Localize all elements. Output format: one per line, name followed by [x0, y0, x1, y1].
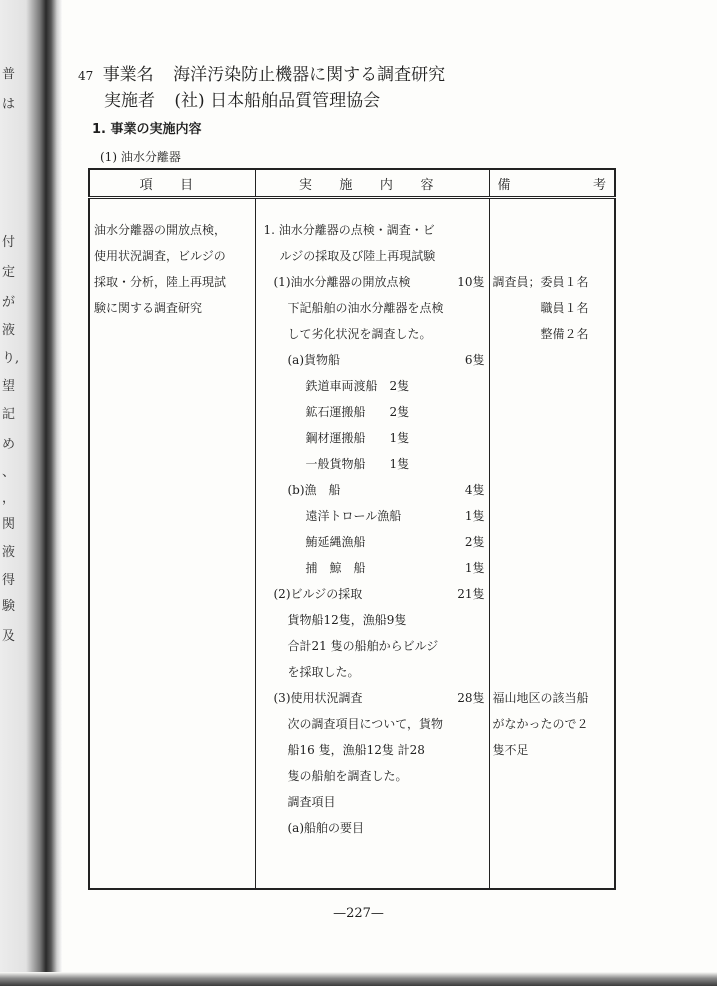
remarks-line: 調査員；委員１名 — [492, 275, 589, 289]
vessel-count: 4隻 — [464, 483, 485, 497]
header-item: 項 目 — [89, 169, 255, 198]
content-line-text: 鮪延縄漁船 — [305, 535, 366, 549]
margin-fragment: 、 — [2, 465, 16, 480]
remarks-line — [493, 399, 615, 425]
content-line-text: して劣化状況を調査した。 — [287, 327, 432, 341]
remarks-line — [493, 529, 615, 555]
remarks-line — [493, 659, 615, 685]
executor-name: (社) 日本船舶品質管理協会 — [174, 91, 381, 111]
implementation-table — [88, 168, 616, 890]
content-line-text: を採取した。 — [287, 665, 360, 679]
content-line — [256, 217, 489, 243]
content-line — [256, 815, 489, 841]
content-line-text: (3)使用状況調査 — [273, 691, 363, 705]
page-bottom-shadow — [0, 972, 717, 986]
content-line-text: 遠洋トロール漁船 — [305, 509, 402, 523]
margin-fragment: 液 — [2, 545, 16, 560]
margin-fragment: 普 — [2, 67, 16, 82]
content-line-text: 捕 鯨 船 — [305, 561, 366, 575]
content-line — [256, 425, 489, 451]
content-line — [256, 295, 489, 321]
vessel-count: 6隻 — [464, 353, 485, 367]
content-cell — [255, 198, 489, 890]
content-line — [256, 711, 489, 737]
remarks-line — [493, 503, 615, 529]
content-line-text: 調査項目 — [287, 795, 336, 809]
remarks-cell — [489, 198, 615, 890]
margin-fragment: り, — [2, 351, 20, 366]
margin-fragment: が — [2, 295, 16, 310]
content-line-text: 一般貨物船 1隻 — [305, 457, 410, 471]
header-remarks — [489, 169, 615, 198]
content-line — [256, 347, 489, 373]
content-line-text: ルジの採取及び陸上再現試験 — [279, 249, 436, 263]
content-line — [256, 789, 489, 815]
content-line — [256, 763, 489, 789]
content-line-text: (2)ビルジの採取 — [273, 587, 363, 601]
remarks-line — [493, 373, 615, 399]
remarks-line: がなかったので２ — [492, 717, 589, 731]
vessel-count: 1隻 — [464, 561, 485, 575]
remarks-line — [493, 243, 615, 269]
content-line-text: (a)船舶の要目 — [287, 821, 365, 835]
margin-fragment: 得 — [2, 573, 16, 588]
content-line-text: 1. 油水分離器の点検・調査・ビ — [263, 223, 435, 237]
remarks-line — [493, 581, 615, 607]
content-line-text: (b)漁 船 — [287, 483, 341, 497]
content-line — [256, 581, 489, 607]
margin-fragment: 及 — [2, 629, 16, 644]
remarks-line — [493, 425, 615, 451]
margin-fragment: 記 — [2, 407, 16, 422]
content-line — [256, 607, 489, 633]
content-line-text: 船16 隻，漁船12隻 計28 — [287, 743, 425, 757]
content-line — [256, 399, 489, 425]
remarks-line — [493, 477, 615, 503]
content-line — [256, 321, 489, 347]
margin-fragment: は — [2, 97, 16, 112]
content-line — [256, 477, 489, 503]
header-remarks-a: 備 — [497, 177, 511, 193]
content-line — [256, 659, 489, 685]
item-line: 油水分離器の開放点検， — [94, 223, 227, 237]
content-line — [256, 529, 489, 555]
content-line — [256, 243, 489, 269]
margin-fragment: ， — [2, 491, 16, 506]
section-title: 1. 事業の実施内容 — [92, 122, 202, 137]
content-line-text: (1)油水分離器の開放点検 — [273, 275, 411, 289]
content-line-text: 次の調査項目について，貨物 — [287, 717, 444, 731]
margin-fragment: 定 — [2, 265, 16, 280]
content-line-text: 下記船舶の油水分離器を点検 — [287, 301, 444, 315]
remarks-line — [493, 555, 615, 581]
project-label: 事業名 — [102, 65, 154, 85]
project-name: 海洋汚染防止機器に関する調査研究 — [173, 65, 446, 85]
vessel-count: 21隻 — [457, 587, 485, 601]
margin-fragment: 付 — [2, 235, 16, 250]
project-number: 47 — [78, 69, 94, 83]
content-line-text: 合計21 隻の船舶からビルジ — [287, 639, 439, 653]
content-line-text: (a)貨物船 — [287, 353, 341, 367]
remarks-line — [493, 607, 615, 633]
vessel-count: 1隻 — [464, 509, 485, 523]
remarks-line: 福山地区の該当船 — [492, 691, 589, 705]
content-line — [256, 633, 489, 659]
content-line-text: 鋼材運搬船 1隻 — [305, 431, 410, 445]
item-line: 験に関する調査研究 — [94, 301, 203, 315]
content-line-text: 鉱石運搬船 2隻 — [305, 405, 410, 419]
vessel-count: 2隻 — [464, 535, 485, 549]
margin-fragment: 関 — [2, 517, 16, 532]
remarks-line — [493, 347, 615, 373]
margin-fragment: め — [2, 437, 16, 452]
content-line — [256, 555, 489, 581]
remarks-line — [493, 451, 615, 477]
remarks-line — [493, 633, 615, 659]
item-cell — [89, 198, 255, 890]
margin-fragment: 望 — [2, 379, 16, 394]
vessel-count: 28隻 — [457, 691, 485, 705]
margin-fragment: 液 — [2, 323, 16, 338]
content-line — [256, 269, 489, 295]
content-line — [256, 373, 489, 399]
content-line — [256, 451, 489, 477]
content-line-text: 隻の船舶を調査した。 — [287, 769, 408, 783]
header-content: 実 施 内 容 — [255, 169, 489, 198]
content-line — [256, 737, 489, 763]
page-number: —227— — [333, 906, 384, 921]
content-line — [256, 685, 489, 711]
project-name-line — [78, 60, 445, 85]
remarks-line: 隻不足 — [492, 743, 529, 757]
remarks-line: 整備２名 — [540, 327, 589, 341]
content-line-text: 鉄道車両渡船 2隻 — [305, 379, 410, 393]
content-line-text: 貨物船12隻，漁船9隻 — [287, 613, 407, 627]
header-remarks-b: 考 — [592, 177, 606, 193]
item-line: 使用状況調査，ビルジの — [94, 249, 226, 263]
item-line: 採取・分析，陸上再現試 — [94, 275, 227, 289]
executor-line — [104, 86, 380, 111]
margin-fragment: 験 — [2, 599, 16, 614]
subsection-title: (1) 油水分離器 — [100, 150, 181, 164]
remarks-line: 職員１名 — [540, 301, 589, 315]
executor-label: 実施者 — [104, 91, 155, 111]
remarks-line — [493, 217, 615, 243]
content-line — [256, 503, 489, 529]
vessel-count: 10隻 — [457, 275, 485, 289]
